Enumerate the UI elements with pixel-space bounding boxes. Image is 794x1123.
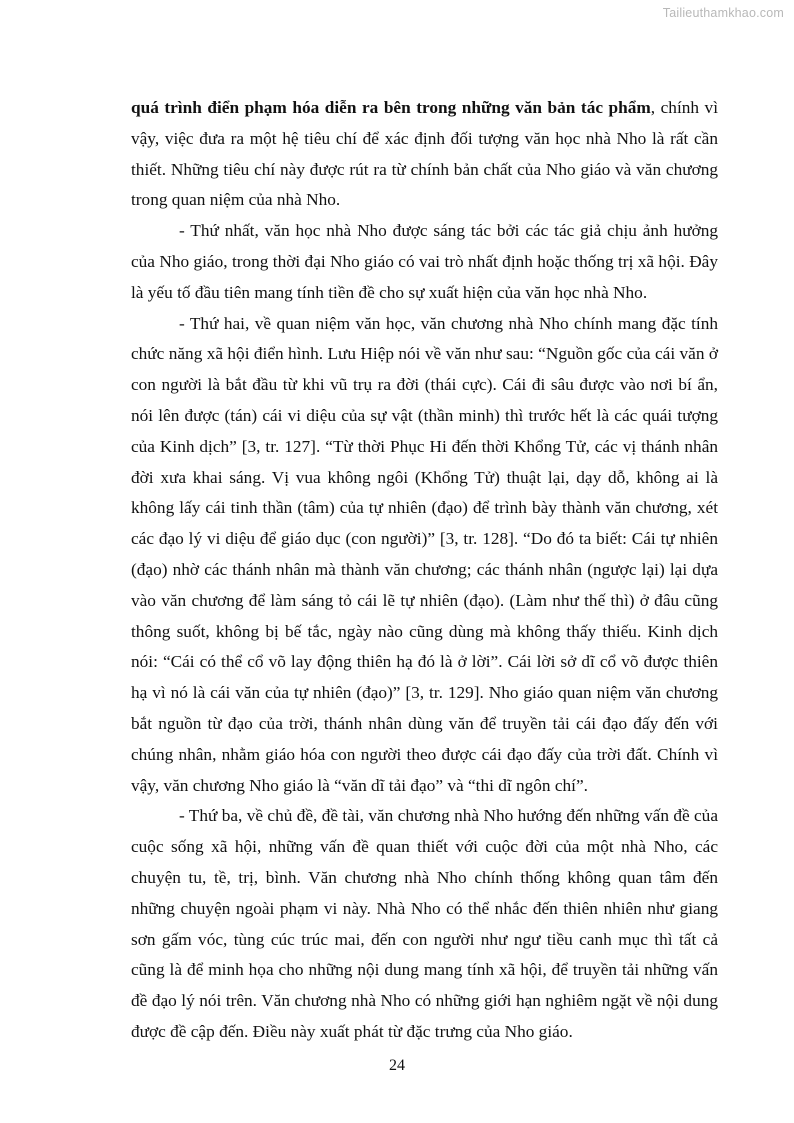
watermark: Tailieuthamkhao.com [662,6,784,20]
bold-phrase: quá trình điển phạm hóa diễn ra bên trong những văn bản tác phẩm [131,98,651,117]
paragraph-criterion-3: - Thứ ba, về chủ đề, đề tài, văn chương nhà Nho hướng đến những vấn đề của cuộc sống xã hội, những vấn đề quan thiết với cuộc đời của một nhà Nho, các chuyện tu, tề, trị, bình. Văn chương nhà Nho chính thống không quan tâm đến những chuyện ngoài phạm vi này. Nhà Nho có thể nhắc đến thiên nhiên như giang sơn gấm vóc, tùng cúc trúc mai, đến con người như ngư tiều canh mục thì tất cả cũng là để minh họa cho những nội dung mang tính xã hội, để truyền tải những vấn đề đạo lý nói trên. Văn chương nhà Nho có những giới hạn nghiêm ngặt về nội dung được đề cập đến. Điều này xuất phát từ đặc trưng của Nho giáo. [131,806,718,1041]
paragraph-criterion-1: - Thứ nhất, văn học nhà Nho được sáng tác bởi các tác giả chịu ảnh hưởng của Nho giáo, trong thời đại Nho giáo có vai trò nhất định hoặc thống trị xã hội. Đây là yếu tố đầu tiên mang tính tiền đề cho sự xuất hiện của văn học nhà Nho. [131,221,718,302]
page-body [131,93,718,1048]
page-number: 24 [389,1057,405,1074]
paragraph-continuation [131,93,718,216]
paragraph-text: , chính vì vậy, việc đưa ra một hệ tiêu chí để xác định đối tượng văn học nhà Nho là rất cần thiết. Những tiêu chí này được rút ra từ chính bản chất của Nho giáo và văn chương trong quan niệm của nhà Nho. [131,98,718,210]
paragraph-criterion-2: - Thứ hai, về quan niệm văn học, văn chương nhà Nho chính mang đặc tính chức năng xã hội điển hình. Lưu Hiệp nói về văn như sau: “Nguồn gốc của cái văn ở con người là bắt đầu từ khi vũ trụ ra đời (thái cực). Cái đi sâu được vào nơi bí ẩn, nói lên được (tán) cái vi diệu của sự vật (thần minh) thì trước hết là các quái tượng của Kinh dịch” [3, tr. 127]. “Từ thời Phục Hi đến thời Khổng Tử, các vị thánh nhân đời xưa khai sáng. Vị vua không ngôi (Khổng Tử) thuật lại, dạy dỗ, không ai là không lấy cái tinh thần (tâm) của tự nhiên (đạo) để trình bày thành văn chương, xét các đạo lý vi diệu để giáo dục (con người)” [3, tr. 128]. “Do đó ta biết: Cái tự nhiên (đạo) nhờ các thánh nhân mà thành văn chương; các thánh nhân (ngược lại) lại dựa vào văn chương để làm sáng tỏ cái lẽ tự nhiên (đạo). (Làm như thế thì) ở đâu cũng thông suốt, không bị bế tắc, ngày nào cũng dùng mà không thấy thiếu. Kinh dịch nói: “Cái có thể cổ võ lay động thiên hạ đó là ở lời”. Cái lời sở dĩ cổ võ được thiên hạ vì nó là cái văn của tự nhiên (đạo)” [3, tr. 129]. Nho giáo quan niệm văn chương bắt nguồn từ đạo của trời, thánh nhân dùng văn để truyền tải cái đạo đấy đến với chúng nhân, nhằm giáo hóa con người theo được cái đạo đấy của trời đất. Chính vì vậy, văn chương Nho giáo là “văn dĩ tải đạo” và “thi dĩ ngôn chí”. [131,313,718,795]
